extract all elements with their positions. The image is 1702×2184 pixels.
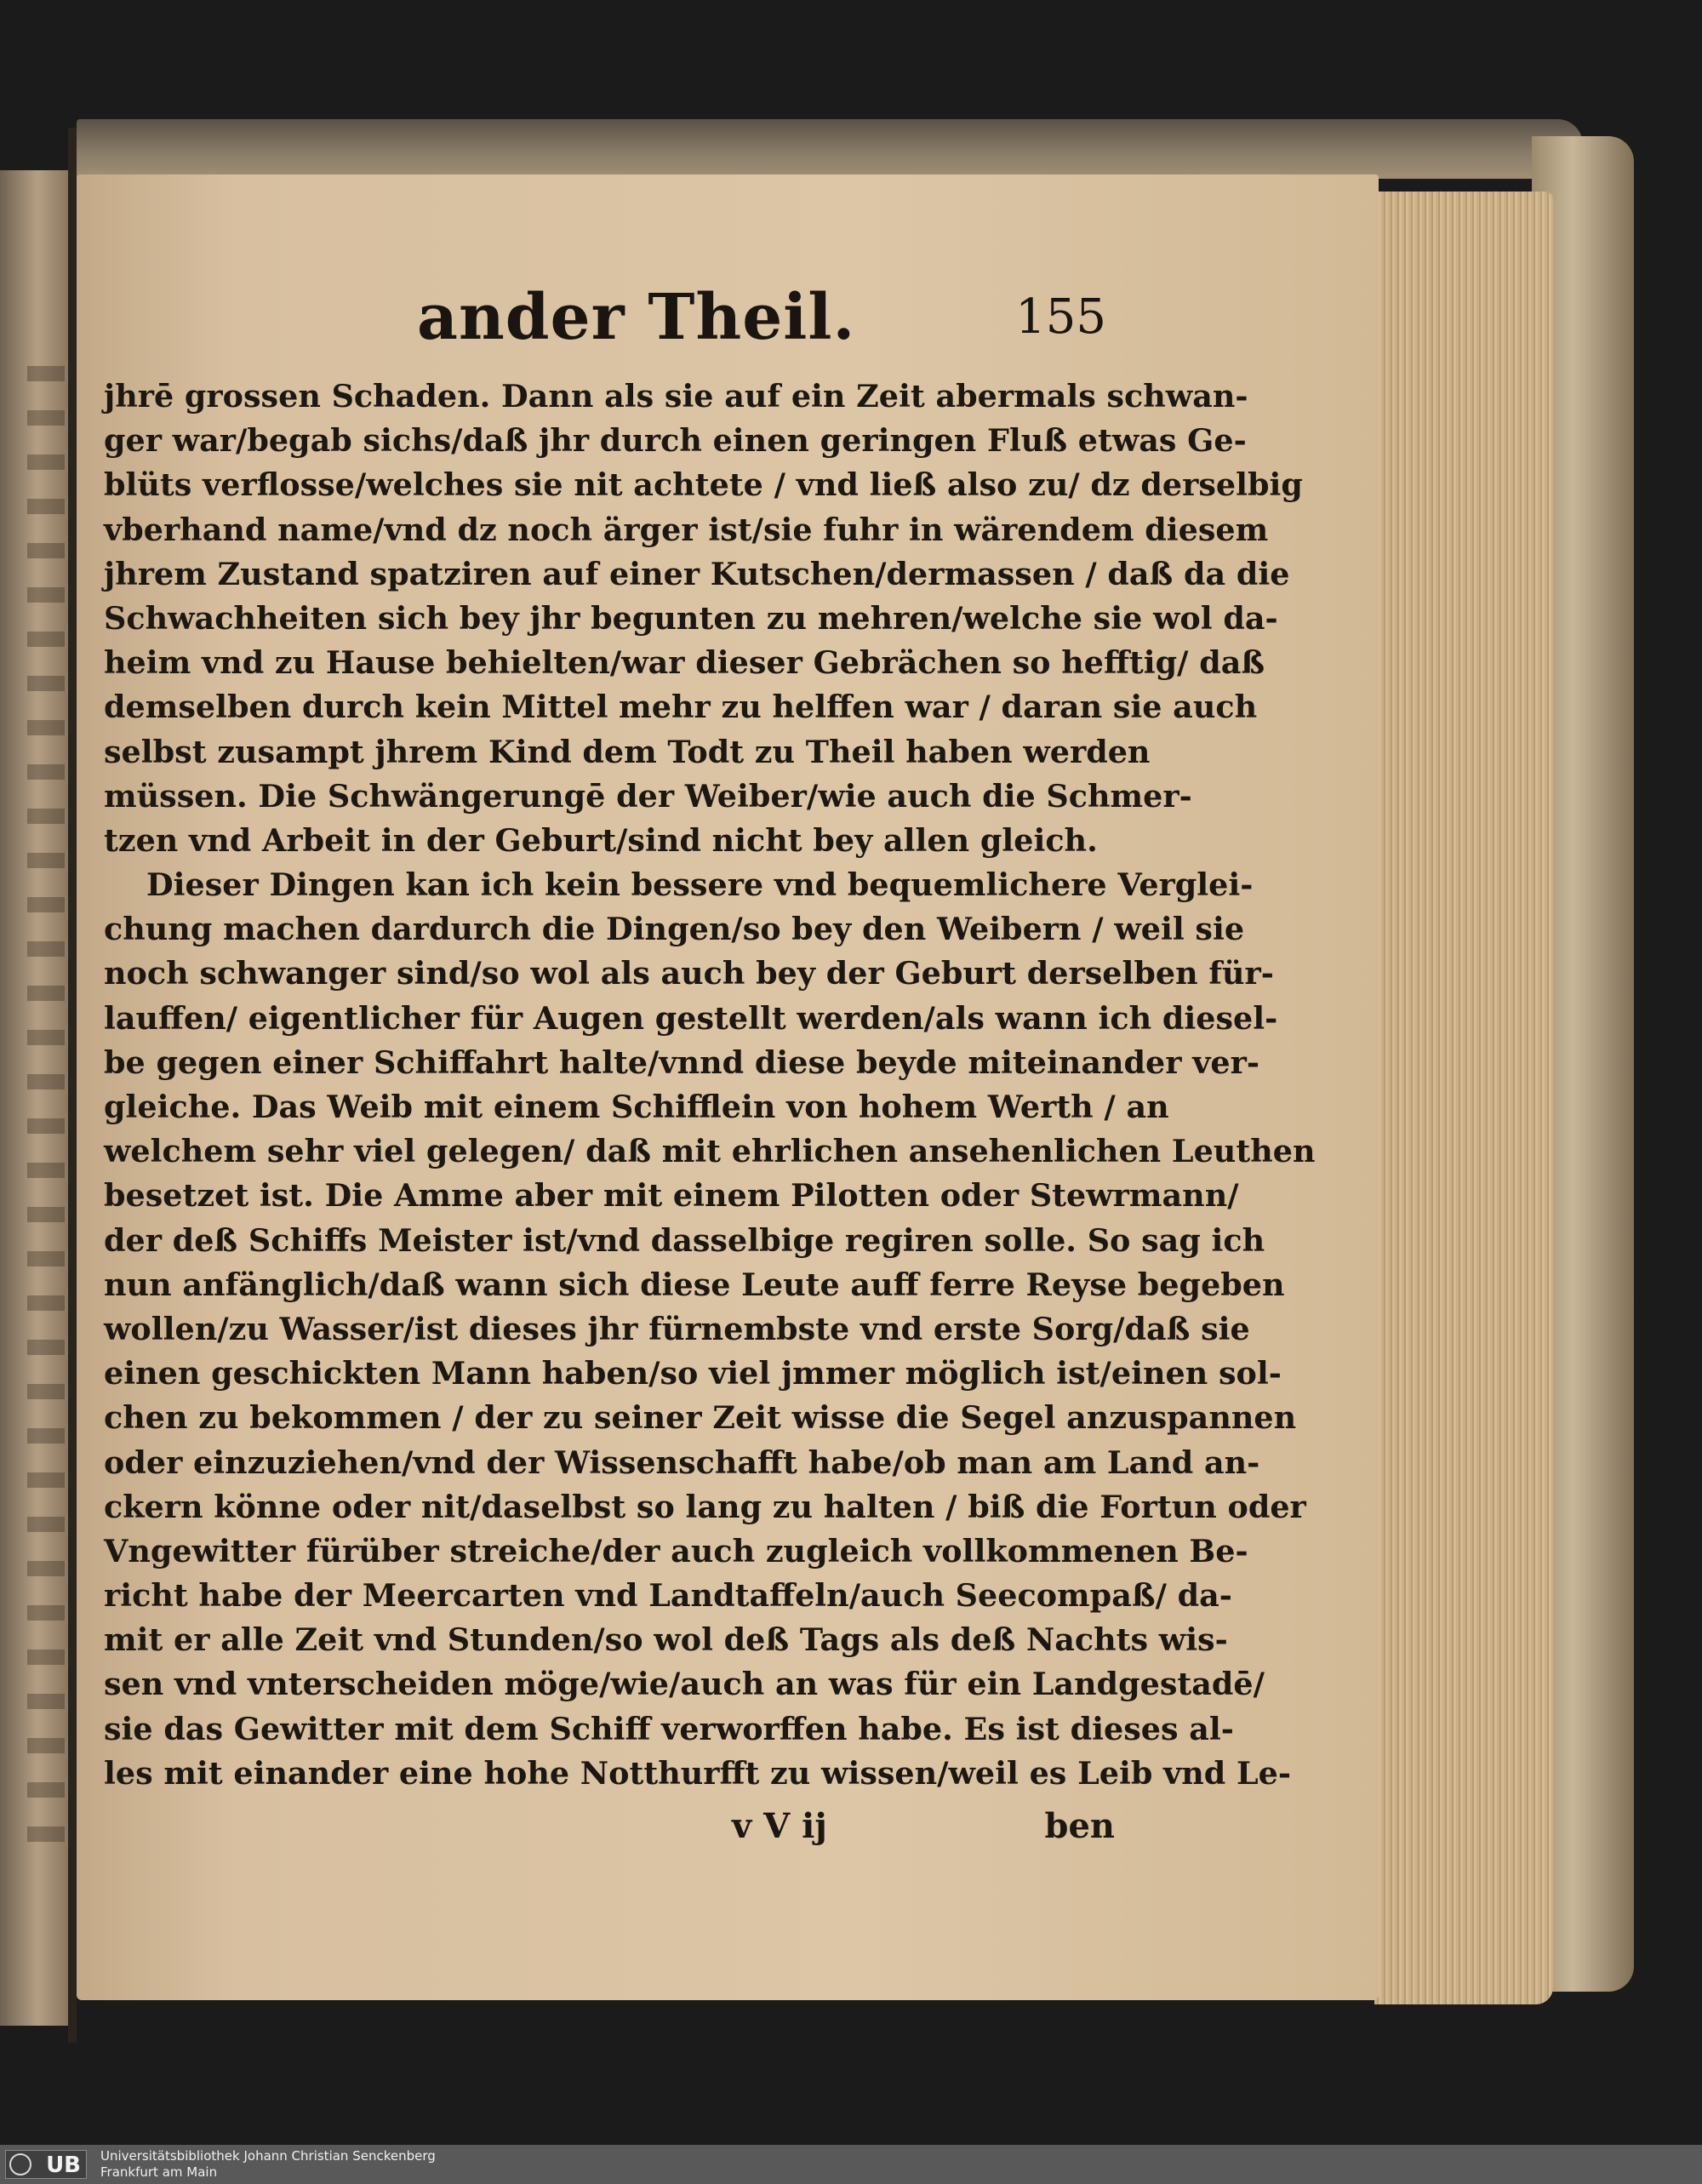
text-line: Vngewitter fürüber streiche/der auch zugleich vollkommenen Be- (104, 1532, 1248, 1569)
library-credit (100, 2148, 436, 2181)
text-line: müssen. Die Schwängerungē der Weiber/wie auch die Schmer- (104, 777, 1192, 815)
text-line: demselben durch kein Mittel mehr zu helffen war / daran sie auch (104, 689, 1258, 726)
library-footer (0, 2145, 1702, 2184)
library-city: Frankfurt am Main (100, 2164, 218, 2180)
book-top-edge (77, 119, 1583, 179)
text-line: Dieser Dingen kan ich kein bessere vnd bequemlichere Verglei- (146, 866, 1254, 904)
text-line: blüts verflosse/welches sie nit achtete / vnd ließ also zu/ dz derselbig (104, 466, 1303, 504)
body-text (104, 374, 1316, 1796)
text-line: besetzet ist. Die Amme aber mit einem Pilotten oder Stewrmann/ (104, 1177, 1239, 1215)
text-line: jhrem Zustand spatziren auf einer Kutschen/dermassen / daß da die (104, 555, 1290, 592)
text-line: sen vnd vnterscheiden möge/wie/auch an was für ein Landgestadē/ (104, 1666, 1265, 1703)
signature-mark: v V ij (732, 1806, 827, 1846)
text-line: mit er alle Zeit vnd Stunden/so wol deß Tags als deß Nachts wis- (104, 1621, 1228, 1659)
text-line: lauffen/ eigentlicher für Augen gestellt werden/als wann ich diesel- (104, 999, 1278, 1037)
page-header (417, 281, 1115, 374)
seal-icon (9, 2153, 31, 2175)
library-name: Universitätsbibliothek Johann Christian Senckenberg (100, 2148, 436, 2164)
text-line: Schwachheiten sich bey jhr begunten zu mehren/welche sie wol da- (104, 599, 1278, 637)
text-line: jhrē grossen Schaden. Dann als sie auf ein Zeit abermals schwan- (104, 378, 1248, 415)
text-line: les mit einander eine hohe Notthurfft zu wissen/weil es Leib vnd Le- (104, 1754, 1292, 1792)
text-line: wollen/zu Wasser/ist dieses jhr fürnembste vnd erste Sorg/daß sie (104, 1310, 1250, 1347)
text-line: einen geschickten Mann haben/so viel jmmer möglich ist/einen sol- (104, 1355, 1282, 1392)
text-line: tzen vnd Arbeit in der Geburt/sind nicht bey allen gleich. (104, 821, 1098, 859)
text-line: chung machen dardurch die Dingen/so bey den Weibern / weil sie (104, 911, 1245, 948)
text-line: ger war/begab sichs/daß jhr durch einen geringen Fluß etwas Ge- (104, 422, 1247, 460)
text-line: selbst zusampt jhrem Kind dem Todt zu Theil haben werden (104, 733, 1151, 770)
logo-text: UB (46, 2153, 81, 2178)
text-line: der deß Schiffs Meister ist/vnd dasselbige regiren solle. So sag ich (104, 1221, 1265, 1259)
text-line: be gegen einer Schiffahrt halte/vnnd diese beyde miteinander ver- (104, 1043, 1260, 1081)
left-page-edge (0, 170, 68, 2026)
catchword: ben (1044, 1806, 1115, 1846)
running-title: ander Theil. (417, 281, 856, 354)
text-line: gleiche. Das Weib mit einem Schifflein von hohem Werth / an (104, 1089, 1169, 1125)
text-line: noch schwanger sind/so wol als auch bey der Geburt derselben für- (104, 955, 1274, 992)
text-line: chen zu bekommen / der zu seiner Zeit wisse die Segel anzuspannen (104, 1399, 1297, 1437)
text-line: heim vnd zu Hause behielten/war dieser Gebrächen so hefftig/ daß (104, 644, 1265, 682)
text-line: nun anfänglich/daß wann sich diese Leute auff ferre Reyse begeben (104, 1266, 1285, 1303)
text-line: oder einzuziehen/vnd der Wissenschafft habe/ob man am Land an- (104, 1444, 1260, 1481)
text-line: vberhand name/vnd dz noch ärger ist/sie fuhr in wärendem diesem (104, 511, 1269, 548)
left-page-margin-text (27, 366, 65, 1864)
library-logo[interactable] (5, 2150, 87, 2179)
page-fore-edge (1374, 192, 1553, 2004)
page-number: 155 (1015, 289, 1106, 345)
text-line: welchem sehr viel gelegen/ daß mit ehrlichen ansehenlichen Leuthen (104, 1133, 1316, 1170)
signature-line (732, 1806, 1115, 1857)
text-line: richt habe der Meercarten vnd Landtaffeln/auch Seecompaß/ da- (104, 1577, 1232, 1615)
text-line: sie das Gewitter mit dem Schiff verworffen habe. Es ist dieses al- (104, 1710, 1234, 1747)
book-gutter (68, 128, 77, 2043)
text-line: ckern könne oder nit/daselbst so lang zu halten / biß die Fortun oder (104, 1488, 1306, 1525)
